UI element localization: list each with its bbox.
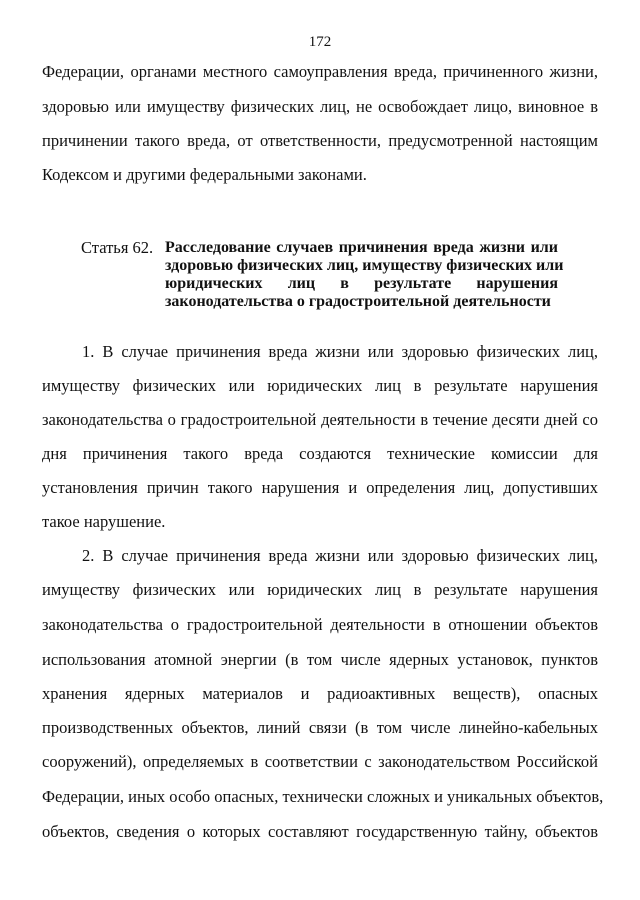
text-line: имуществу физических или юридических лиц в результате нарушения (42, 376, 598, 395)
text-line: Федерации, иных особо опасных, технически сложных и уникальных объектов, (42, 787, 604, 806)
article-label: Статья 62. (81, 238, 154, 257)
text-line: объектов, сведения о которых составляют государственную тайну, объектов (42, 822, 598, 841)
text-line: Кодексом и другими федеральными законами. (42, 165, 367, 184)
text-line: законодательства о градостроительной деятельности в течение десяти дней со (42, 410, 598, 429)
text-line: сооружений), определяемых в соответствии с законодательством Российской (42, 752, 598, 771)
page-number: 172 (308, 34, 332, 50)
text-line: хранения ядерных материалов и радиоактивных веществ), опасных (42, 684, 598, 703)
text-line: дня причинения такого вреда создаются технические комиссии для (42, 444, 598, 463)
article-title-line: законодательства о градостроительной деятельности (165, 293, 551, 310)
text-line: 1. В случае причинения вреда жизни или здоровью физических лиц, (82, 342, 598, 361)
article-title-line: Расследование случаев причинения вреда жизни или (165, 239, 558, 256)
text-line: такое нарушение. (42, 512, 166, 531)
text-line: имуществу физических или юридических лиц в результате нарушения (42, 580, 598, 599)
article-title-line: юридических лиц в результате нарушения (165, 275, 558, 292)
text-line: производственных объектов, линий связи (в том числе линейно-кабельных (42, 718, 598, 737)
text-line: здоровью или имуществу физических лиц, не освобождает лицо, виновное в (42, 97, 598, 116)
text-line: законодательства о градостроительной деятельности в отношении объектов (42, 615, 598, 634)
text-line: причинении такого вреда, от ответственности, предусмотренной настоящим (42, 131, 598, 150)
text-line: Федерации, органами местного самоуправления вреда, причиненного жизни, (42, 62, 598, 81)
text-line: использования атомной энергии (в том числе ядерных установок, пунктов (42, 650, 598, 669)
text-line: 2. В случае причинения вреда жизни или здоровью физических лиц, (82, 546, 598, 565)
text-line: установления причин такого нарушения и определения лиц, допустивших (42, 478, 598, 497)
article-title-line: здоровью физических лиц, имуществу физических или (165, 257, 564, 274)
